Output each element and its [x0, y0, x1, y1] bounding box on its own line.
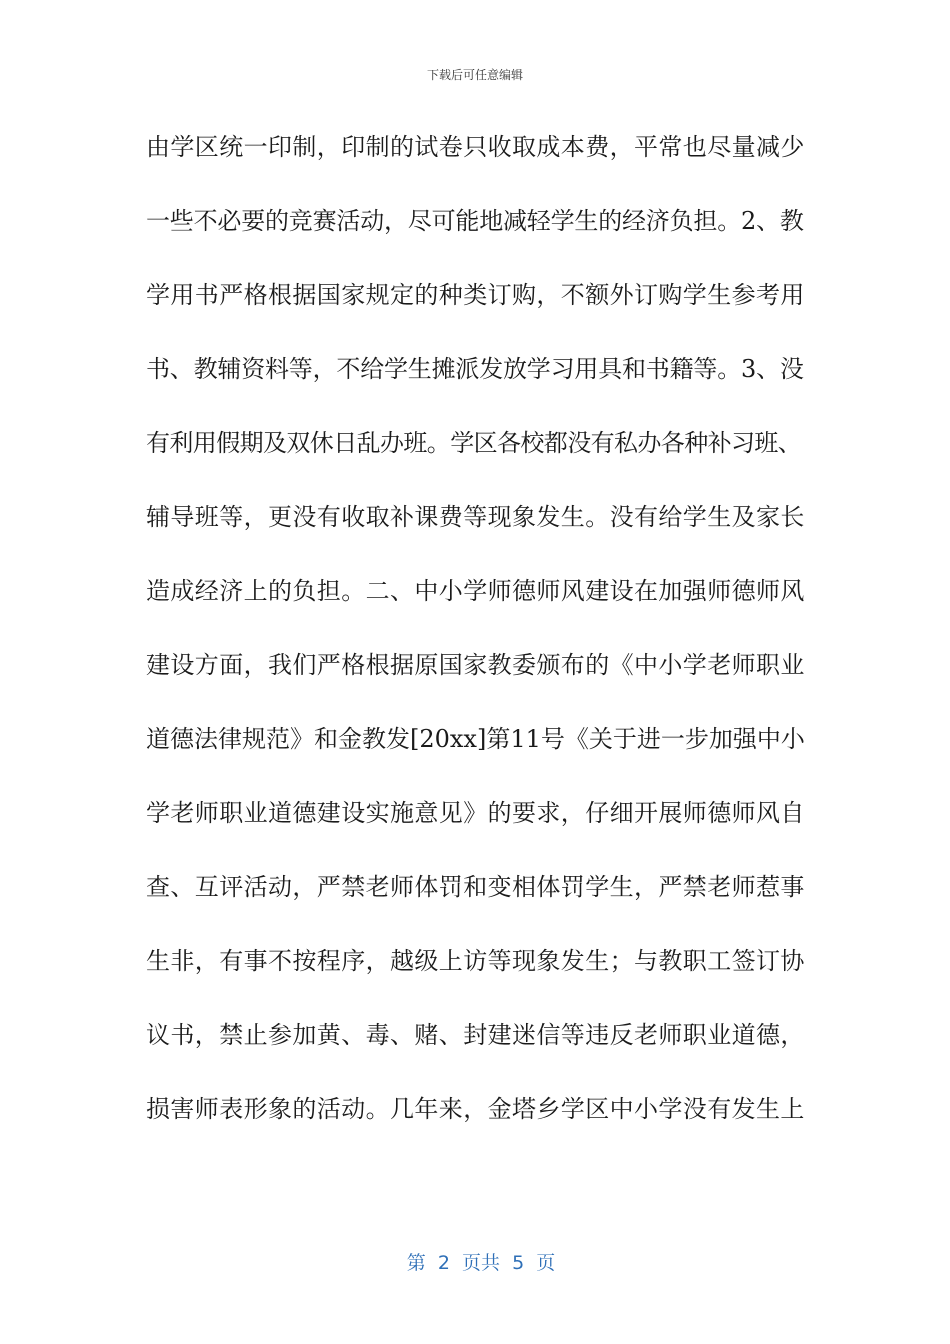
- body-line: 学老师职业道德建设实施意见》的要求，仔细开展师德师风自: [146, 799, 805, 827]
- body-line: 议书，禁止参加黄、毒、赌、封建迷信等违反老师职业道德，: [146, 1021, 805, 1049]
- body-line: 查、互评活动，严禁老师体罚和变相体罚学生，严禁老师惹事: [146, 873, 805, 901]
- body-line: 生非，有事不按程序，越级上访等现象发生；与教职工签订协: [146, 947, 805, 975]
- body-line: 造成经济上的负担。二、中小学师德师风建设在加强师德师风: [146, 577, 805, 605]
- body-line: 书、教辅资料等，不给学生摊派发放学习用具和书籍等。3、没: [146, 355, 804, 383]
- body-line: 一些不必要的竞赛活动，尽可能地减轻学生的经济负担。2、教: [146, 207, 804, 235]
- body-line: 道德法律规范》和金教发[20xx]第11号《关于进一步加强中小: [146, 725, 805, 753]
- body-line: 损害师表形象的活动。几年来，金塔乡学区中小学没有发生上: [146, 1095, 805, 1123]
- page-footer: [0, 1226, 950, 1275]
- body-line: 有利用假期及双休日乱办班。学区各校都没有私办各种补习班、: [146, 429, 802, 457]
- page-number-label: 第 2 页共 5 页: [406, 1252, 556, 1274]
- body-line: 辅导班等，更没有收取补课费等现象发生。没有给学生及家长: [146, 503, 805, 531]
- page-header-note: 下载后可任意编辑: [426, 68, 523, 82]
- body-line: 学用书严格根据国家规定的种类订购，不额外订购学生参考用: [146, 281, 805, 309]
- body-line: 建设方面，我们严格根据原国家教委颁布的《中小学老师职业: [146, 651, 805, 679]
- body-line: 由学区统一印制，印制的试卷只收取成本费，平常也尽量减少: [146, 133, 805, 161]
